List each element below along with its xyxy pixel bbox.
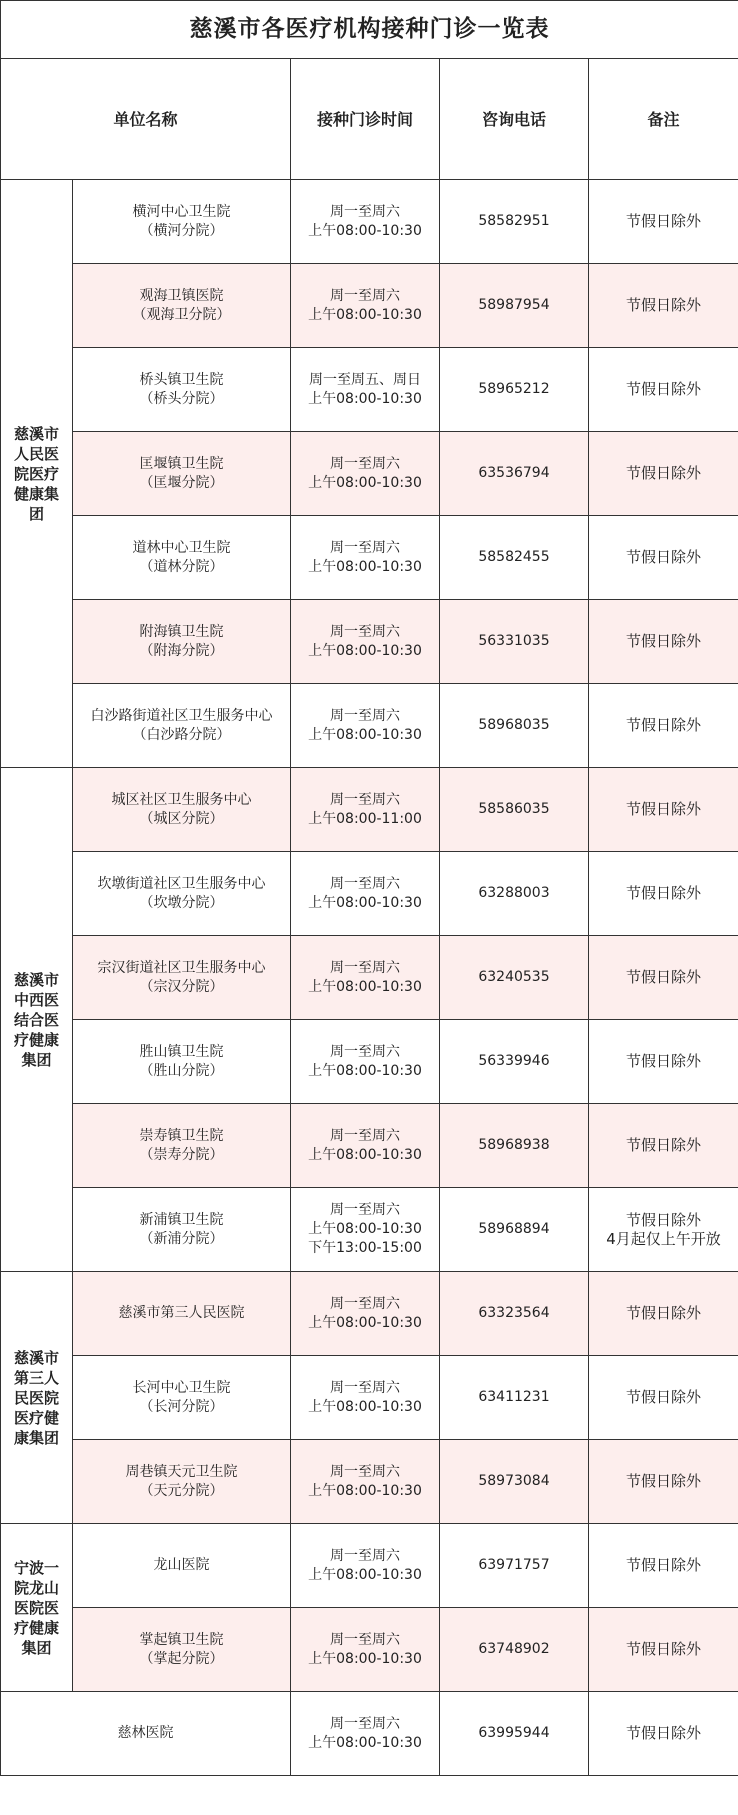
group-name-line: 民医院 bbox=[13, 1388, 59, 1407]
phone-cell: 58586035 bbox=[440, 768, 589, 852]
phone-cell: 58582455 bbox=[440, 516, 589, 600]
unit-name: 新浦镇卫生院 bbox=[139, 1211, 224, 1228]
phone-cell: 56331035 bbox=[440, 600, 589, 684]
unit-name-cell bbox=[73, 852, 291, 936]
unit-branch: （长河分院） bbox=[139, 1398, 224, 1415]
note-cell bbox=[589, 1020, 738, 1104]
table-row bbox=[1, 1608, 738, 1692]
clinic-hours-cell bbox=[291, 1440, 440, 1524]
unit-name: 长河中心卫生院 bbox=[132, 1379, 231, 1396]
group-name-line: 院龙山 bbox=[13, 1578, 59, 1597]
group-name-line: 院医疗 bbox=[13, 464, 59, 483]
clinic-hours-line: 上午08:00-10:30 bbox=[308, 1314, 422, 1331]
unit-name: 白沙路街道社区卫生服务中心 bbox=[90, 707, 273, 724]
note-cell bbox=[589, 852, 738, 936]
unit-name-cell bbox=[73, 936, 291, 1020]
note-line: 节假日除外 bbox=[625, 632, 701, 650]
note-cell bbox=[589, 1188, 738, 1272]
unit-branch: （宗汉分院） bbox=[139, 978, 224, 995]
unit-branch: （胜山分院） bbox=[139, 1062, 224, 1079]
table-row bbox=[1, 852, 738, 936]
clinic-hours-line: 上午08:00-10:30 bbox=[308, 726, 422, 743]
unit-branch: （新浦分院） bbox=[139, 1230, 224, 1247]
unit-name-cell bbox=[73, 768, 291, 852]
note-cell bbox=[589, 1524, 738, 1608]
table-row bbox=[1, 348, 738, 432]
unit-branch: （天元分院） bbox=[139, 1482, 224, 1499]
note-line: 节假日除外 bbox=[625, 968, 701, 986]
note-line: 节假日除外 bbox=[625, 548, 701, 566]
header-note: 备注 bbox=[589, 59, 738, 180]
clinic-hours-line: 上午08:00-10:30 bbox=[308, 306, 422, 323]
table-row bbox=[1, 1692, 738, 1776]
table-row bbox=[1, 600, 738, 684]
phone-cell: 63536794 bbox=[440, 432, 589, 516]
clinic-hours-line: 周一至周六 bbox=[330, 791, 400, 808]
clinic-hours-line: 上午08:00-10:30 bbox=[308, 642, 422, 659]
group-name-line: 集团 bbox=[21, 1638, 52, 1657]
clinic-hours-cell bbox=[291, 684, 440, 768]
unit-name-cell bbox=[73, 1188, 291, 1272]
note-line: 节假日除外 bbox=[625, 464, 701, 482]
table-row bbox=[1, 684, 738, 768]
unit-branch: （坎墩分院） bbox=[139, 894, 224, 911]
unit-branch: （观海卫分院） bbox=[132, 306, 231, 323]
clinic-hours-line: 上午08:00-10:30 bbox=[308, 1146, 422, 1163]
phone-cell: 58987954 bbox=[440, 264, 589, 348]
group-name-line: 中西医 bbox=[13, 990, 59, 1009]
phone-cell: 58968894 bbox=[440, 1188, 589, 1272]
clinic-hours-cell bbox=[291, 1524, 440, 1608]
note-cell bbox=[589, 348, 738, 432]
phone-cell: 63995944 bbox=[440, 1692, 589, 1776]
unit-branch: （掌起分院） bbox=[139, 1650, 224, 1667]
header-phone: 咨询电话 bbox=[440, 59, 589, 180]
phone-cell: 58965212 bbox=[440, 348, 589, 432]
note-cell bbox=[589, 264, 738, 348]
table-row bbox=[1, 1020, 738, 1104]
unit-name: 附海镇卫生院 bbox=[139, 623, 224, 640]
unit-name: 宗汉街道社区卫生服务中心 bbox=[97, 959, 266, 976]
group-name-line: 医疗健 bbox=[13, 1408, 59, 1427]
table-title: 慈溪市各医疗机构接种门诊一览表 bbox=[1, 1, 738, 59]
header-row bbox=[1, 59, 738, 180]
unit-name-cell bbox=[73, 1020, 291, 1104]
table-row bbox=[1, 1188, 738, 1272]
clinic-hours-cell bbox=[291, 1272, 440, 1356]
table-row bbox=[1, 1104, 738, 1188]
note-line: 节假日除外 bbox=[625, 1724, 701, 1742]
clinic-hours-line: 周一至周六 bbox=[330, 1379, 400, 1396]
phone-cell: 58968035 bbox=[440, 684, 589, 768]
clinic-hours-line: 上午08:00-10:30 bbox=[308, 222, 422, 239]
unit-name-cell bbox=[73, 1440, 291, 1524]
note-cell bbox=[589, 432, 738, 516]
phone-cell: 58973084 bbox=[440, 1440, 589, 1524]
clinic-hours-line: 周一至周六 bbox=[330, 1463, 400, 1480]
group-name-line: 康集团 bbox=[13, 1428, 59, 1447]
unit-name-cell bbox=[73, 180, 291, 264]
clinic-hours-cell bbox=[291, 264, 440, 348]
clinic-hours-line: 周一至周六 bbox=[330, 539, 400, 556]
phone-cell: 58582951 bbox=[440, 180, 589, 264]
table-row bbox=[1, 1272, 738, 1356]
unit-name-cell bbox=[73, 432, 291, 516]
table-row bbox=[1, 264, 738, 348]
group-name-line: 第三人 bbox=[13, 1368, 59, 1387]
clinic-hours-line: 上午08:00-10:30 bbox=[308, 1221, 422, 1237]
clinic-hours-cell bbox=[291, 180, 440, 264]
unit-name: 慈林医院 bbox=[117, 1725, 174, 1741]
table-row bbox=[1, 432, 738, 516]
unit-name-cell bbox=[73, 264, 291, 348]
table-row bbox=[1, 936, 738, 1020]
unit-name: 慈溪市第三人民医院 bbox=[118, 1305, 245, 1321]
group-name-line: 慈溪市 bbox=[13, 970, 59, 989]
note-cell bbox=[589, 1104, 738, 1188]
phone-cell: 63411231 bbox=[440, 1356, 589, 1440]
clinic-hours-cell bbox=[291, 936, 440, 1020]
unit-name-cell bbox=[1, 1692, 291, 1776]
note-cell bbox=[589, 180, 738, 264]
note-line: 节假日除外 bbox=[625, 380, 701, 398]
note-cell bbox=[589, 1440, 738, 1524]
unit-name: 龙山医院 bbox=[153, 1557, 210, 1573]
clinic-hours-line: 周一至周六 bbox=[330, 1043, 400, 1060]
clinic-hours-cell bbox=[291, 1356, 440, 1440]
clinic-hours-line: 上午08:00-10:30 bbox=[308, 1734, 422, 1751]
table-body bbox=[1, 180, 738, 1776]
unit-name-cell bbox=[73, 1524, 291, 1608]
group-name-line: 慈溪市 bbox=[13, 424, 59, 443]
clinic-hours-cell bbox=[291, 1188, 440, 1272]
table-row bbox=[1, 1524, 738, 1608]
note-line: 节假日除外 bbox=[625, 1210, 701, 1229]
clinic-hours-line: 上午08:00-10:30 bbox=[308, 894, 422, 911]
phone-cell: 63748902 bbox=[440, 1608, 589, 1692]
clinic-hours-line: 周一至周六 bbox=[330, 203, 400, 220]
note-cell bbox=[589, 1272, 738, 1356]
clinic-hours-line: 周一至周六 bbox=[330, 1202, 400, 1218]
unit-branch: （道林分院） bbox=[139, 558, 224, 575]
group-name-line: 团 bbox=[28, 504, 44, 523]
note-cell bbox=[589, 768, 738, 852]
clinic-hours-line: 周一至周六 bbox=[330, 1715, 400, 1732]
clinic-hours-line: 上午08:00-10:30 bbox=[308, 558, 422, 575]
note-line: 节假日除外 bbox=[625, 296, 701, 314]
note-line: 节假日除外 bbox=[625, 884, 701, 902]
clinic-hours-line: 周一至周六 bbox=[330, 1127, 400, 1144]
table-row bbox=[1, 768, 738, 852]
clinic-hours-line: 上午08:00-10:30 bbox=[308, 978, 422, 995]
clinic-hours-line: 周一至周六 bbox=[330, 1547, 400, 1564]
note-cell bbox=[589, 1692, 738, 1776]
unit-name: 横河中心卫生院 bbox=[132, 203, 231, 220]
note-line: 节假日除外 bbox=[625, 212, 701, 230]
note-cell bbox=[589, 1356, 738, 1440]
note-line: 节假日除外 bbox=[625, 1052, 701, 1070]
clinic-hours-line: 上午08:00-10:30 bbox=[308, 1650, 422, 1667]
clinic-hours-cell bbox=[291, 852, 440, 936]
clinic-hours-cell bbox=[291, 1692, 440, 1776]
clinic-hours-line: 下午13:00-15:00 bbox=[308, 1240, 422, 1256]
group-name-cell bbox=[1, 180, 73, 768]
note-line: 4月起仅上午开放 bbox=[606, 1229, 721, 1248]
group-name-line: 集团 bbox=[21, 1050, 52, 1069]
table-row bbox=[1, 1440, 738, 1524]
unit-name: 观海卫镇医院 bbox=[139, 287, 224, 304]
note-cell bbox=[589, 684, 738, 768]
clinic-hours-line: 周一至周六 bbox=[330, 1631, 400, 1648]
group-name-cell bbox=[1, 768, 73, 1272]
clinic-hours-line: 周一至周六 bbox=[330, 455, 400, 472]
clinic-hours-line: 周一至周六 bbox=[330, 623, 400, 640]
unit-name-cell bbox=[73, 1272, 291, 1356]
table-row bbox=[1, 1356, 738, 1440]
unit-name-cell bbox=[73, 1608, 291, 1692]
clinic-hours-line: 上午08:00-10:30 bbox=[308, 1566, 422, 1583]
clinic-hours-line: 上午08:00-10:30 bbox=[308, 1398, 422, 1415]
clinic-hours-line: 周一至周六 bbox=[330, 959, 400, 976]
unit-name: 匡堰镇卫生院 bbox=[139, 455, 224, 472]
unit-name: 周巷镇天元卫生院 bbox=[125, 1463, 238, 1480]
clinic-hours-line: 上午08:00-10:30 bbox=[308, 390, 422, 407]
note-cell bbox=[589, 1608, 738, 1692]
table-row bbox=[1, 180, 738, 264]
clinic-hours-cell bbox=[291, 1608, 440, 1692]
unit-name: 城区社区卫生服务中心 bbox=[111, 791, 252, 808]
unit-branch: （匡堰分院） bbox=[139, 474, 224, 491]
note-cell bbox=[589, 516, 738, 600]
unit-branch: （横河分院） bbox=[139, 222, 224, 239]
clinic-hours-line: 上午08:00-10:30 bbox=[308, 1482, 422, 1499]
clinic-hours-line: 上午08:00-10:30 bbox=[308, 1062, 422, 1079]
clinic-hours-cell bbox=[291, 600, 440, 684]
unit-name: 崇寿镇卫生院 bbox=[139, 1127, 224, 1144]
unit-name-cell bbox=[73, 1356, 291, 1440]
group-name-line: 慈溪市 bbox=[13, 1348, 59, 1367]
unit-branch: （附海分院） bbox=[139, 642, 224, 659]
clinic-hours-cell bbox=[291, 516, 440, 600]
unit-name-cell bbox=[73, 1104, 291, 1188]
unit-name-cell bbox=[73, 684, 291, 768]
group-name-line: 医院医 bbox=[13, 1598, 59, 1617]
note-line: 节假日除外 bbox=[625, 1388, 701, 1406]
clinic-hours-line: 周一至周六 bbox=[330, 707, 400, 724]
note-line: 节假日除外 bbox=[625, 1556, 701, 1574]
clinic-hours-cell bbox=[291, 348, 440, 432]
clinic-hours-cell bbox=[291, 432, 440, 516]
phone-cell: 63323564 bbox=[440, 1272, 589, 1356]
group-name-cell bbox=[1, 1524, 73, 1692]
group-name-line: 结合医 bbox=[13, 1010, 59, 1029]
unit-name-cell bbox=[73, 600, 291, 684]
clinic-hours-line: 周一至周六 bbox=[330, 1295, 400, 1312]
note-line: 节假日除外 bbox=[625, 1472, 701, 1490]
note-cell bbox=[589, 600, 738, 684]
unit-branch: （桥头分院） bbox=[139, 390, 224, 407]
group-name-line: 疗健康 bbox=[13, 1030, 59, 1049]
unit-name-cell bbox=[73, 516, 291, 600]
phone-cell: 58968938 bbox=[440, 1104, 589, 1188]
group-name-line: 宁波一 bbox=[13, 1558, 59, 1577]
unit-branch: （崇寿分院） bbox=[139, 1146, 224, 1163]
note-line: 节假日除外 bbox=[625, 800, 701, 818]
unit-name: 坎墩街道社区卫生服务中心 bbox=[97, 875, 266, 892]
clinic-hours-line: 周一至周五、周日 bbox=[309, 371, 421, 388]
unit-branch: （城区分院） bbox=[139, 810, 224, 827]
clinic-hours-cell bbox=[291, 768, 440, 852]
phone-cell: 63240535 bbox=[440, 936, 589, 1020]
note-line: 节假日除外 bbox=[625, 716, 701, 734]
unit-name: 桥头镇卫生院 bbox=[139, 371, 224, 388]
clinic-hours-line: 上午08:00-11:00 bbox=[308, 810, 422, 827]
note-line: 节假日除外 bbox=[625, 1304, 701, 1322]
note-cell bbox=[589, 936, 738, 1020]
clinic-hours-line: 周一至周六 bbox=[330, 875, 400, 892]
note-line: 节假日除外 bbox=[625, 1136, 701, 1154]
header-clinic-hours: 接种门诊时间 bbox=[291, 59, 440, 180]
unit-name: 胜山镇卫生院 bbox=[139, 1043, 224, 1060]
phone-cell: 63288003 bbox=[440, 852, 589, 936]
unit-name: 道林中心卫生院 bbox=[132, 539, 231, 556]
group-name-cell bbox=[1, 1272, 73, 1524]
phone-cell: 56339946 bbox=[440, 1020, 589, 1104]
clinic-hours-cell bbox=[291, 1020, 440, 1104]
unit-name: 掌起镇卫生院 bbox=[139, 1631, 224, 1648]
clinic-hours-line: 周一至周六 bbox=[330, 287, 400, 304]
clinic-hours-line: 上午08:00-10:30 bbox=[308, 474, 422, 491]
group-name-line: 健康集 bbox=[13, 484, 59, 503]
note-line: 节假日除外 bbox=[625, 1640, 701, 1658]
table-row bbox=[1, 516, 738, 600]
unit-branch: （白沙路分院） bbox=[132, 726, 231, 743]
phone-cell: 63971757 bbox=[440, 1524, 589, 1608]
clinic-hours-cell bbox=[291, 1104, 440, 1188]
group-name-line: 疗健康 bbox=[13, 1618, 59, 1637]
group-name-line: 人民医 bbox=[13, 444, 59, 463]
unit-name-cell bbox=[73, 348, 291, 432]
header-unit-name: 单位名称 bbox=[1, 59, 291, 180]
